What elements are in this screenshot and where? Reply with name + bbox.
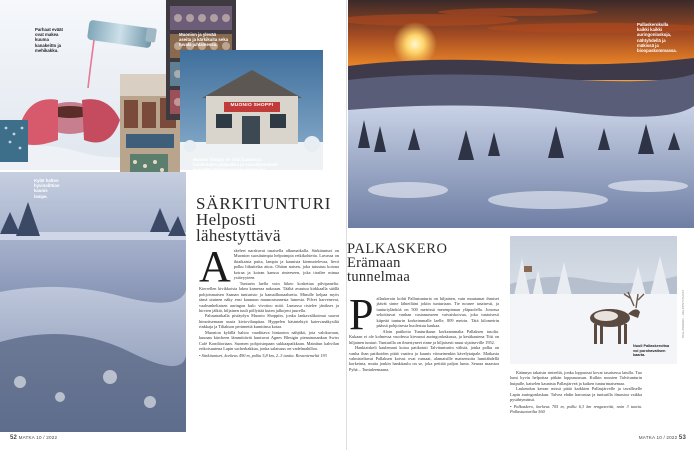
body-paragraph: Hankiaiskeli kaulemani kotoa patikointi Talvitunturiin välistä, jonka polku on vanha ihan patikoiden pitää vaativa ja kaunis viimeinenkin kävelytaipale. Matkasta valmisteltavat Pallaksen koivut ovat runsaat, alamaisille maisemoita lumitähdellä korkeinta, mutta jonkin hankitaulu on se, joka peittää paljon lunta. Seuraa maastoa Pyhä – Tuntuleemaana. [349,345,499,372]
drop-cap: A [199,242,231,291]
shop-sign-caption-line: aseita ja kärkikuita seka [179,37,228,43]
body-paragraph [199,242,339,291]
lake-caption [34,178,74,199]
body-paragraph-text: skeleet narskuvat tasaisella alkumatkalla. Särkitunturi on Muonion suosituimpia helpoimpia retkikohteita. Luvassa on ikiaikaista puita, lampia ja kaunista kiemurtelevaa, lievä polku liikuttelaa aitoa. Ohitan naisen, joka tutustuu kotona koiraa ja koiran kanssa rinteeseen, joka tirailee minua ystävyyteen. [233,248,339,281]
sunset-caption-line: bioopaskommassa. [637,48,677,54]
shop-sign-caption [179,32,239,48]
body-paragraph: Tunturin laella voin liikeo koskettaa pilvipanelia. Kierrellen kivikkoista lakea kameraa nakoaan. Täältä avautuu kirkkaalla säällä pohjoismaisen Saanan tunturisto ja kamailhonaaluetta. Minulle kelpaa myös tämä utuinen näky ensi kaunuun muunostunnesta lumesta. Pilvet harvenevat, vaaleanheltaisen auringon kulo vivottoo mitä. Lumessa ristelee jänikses ja hirvien jälkiä, hiljainen tuuli pöllyttää kuten jalkojeni juurella. [199,280,339,313]
article-body-pallaskero-col1 [349,290,499,372]
folio-text: MATKA 10 / 2022 [18,435,58,440]
body-paragraph: Laskeudun kerran missä pitää kaikkien Pallasjärvelle ja tavalliselle Lapin auringonlaskun. Talvea ehdin harrastaa ja tunturilla ilmastoa vaikka pysähtymässä. [510,386,642,403]
body-paragraph-text: allaskeroin kohti Pallastunturia on hiljainen, vain muutamat ihmiset jäävät sinne lähteiltäni jokiin tunturiaan. Tie nousee tasaisesti, ja tunturiylänköä on 500 metrissä merenpinnan yläpuolella. Jonossa sekoittuvat vanhan vastamasseen vaivaiskoivua, joka tuntoisesti kiipeää tunturin korkeimmalle laelle, 809 metrin. Tätä kilometrin päässä pohjoisesta huolestuu kaukaa. [376,296,499,329]
shop-building-caption [193,157,303,173]
folio-right [639,435,686,441]
frozen-lake-photo [0,172,186,432]
lake-caption-line: Kylät haltoo [34,178,59,183]
shop-building-caption-line: ja sisältä löytyy muonion muotoilua. [193,167,268,173]
sunset-caption-line: kaikki kaikki [637,27,663,33]
body-paragraph: Muonion kylällä haltoo vaadittava hintaoton nähjäkä, jota valokuvaan, kuunan kärcheen lämmittävät kuntuvat Agnes Blestgin pienainasankan Swiss Café Konditoriaan. Suomen pohjoisinpaan sukkaapaikkaan. Mainitun kahvilan erikoisuutena Lapin sacherkakkua, jonka salaisuus on vadelmahilloa. [199,329,339,352]
coffee-caption [35,27,75,53]
folio-text: MATKA 10 / 2022 [638,435,678,440]
facts-line: • Särkitunturi, korkeus 490 m, polku 5,8 km, 2–3 tuntia. Rovaniemeltä 193 [199,352,327,358]
article-title-sarkitunturi [196,196,331,244]
sunset-caption-line: mäkissä ja [637,42,659,48]
coffee-caption-line: kuuma [35,37,49,43]
body-paragraph: Käännyn takaisin rinteeltä, jonka loppuosat kovat tasaisessa latulla. Tuo lumi hyvin helpottaa pitkän loppunousun. Kulkin nousten Talvitunturin huipulle, katselen kaunista Pallasjärveä ja kaiken tunturimaisemaa. [510,370,642,386]
shop-building-caption-line: hankintojen pääpaikka jo vuosikymmenet [193,162,278,168]
reindeer-caption-line: kaarta. [633,353,646,358]
coffee-caption-line: mehikakku. [35,47,59,53]
coffee-caption-line: kanakeitto ja [35,42,62,48]
article-body-pallaskero-col2 [510,370,642,415]
folio-left [10,435,57,441]
reindeer-caption-line: voi porohavaitsen [633,348,666,353]
right-page [347,0,694,450]
title-line: Erämaan [347,255,401,271]
title-line: lähestyttävä [196,226,281,245]
body-paragraph: Aloin patikoita Tunturikuun korkeammalta Pallaksen tasolta. Kukaan ei ole kolmessa vuodessa kirvunut auringonlaskussa, ja kesäkautena Tiiti on hiljainen tunturi. Tunturilla on ilmestyneet rinne ja hiljaisesti muut sijaitseville 1952. [349,328,499,345]
body-paragraph: Paluumatkalla pistäydyn Muonio Shoppiin, jonka lankavalikoimat saavat himoitsemaan uusia kiviovilaapitaa. Hyppelen käsintehtyä kaiervanäkysiltä rinkkaja ja Tiltakson perinnettä kumttinsa kotaa. [199,313,339,330]
sunset-caption-line: Pallaskerokulla [637,22,669,27]
sunset-caption-line: nähtyhdellä ja [637,37,666,43]
shop-sign-caption-line: tuvala juhlamessa. [179,42,218,48]
lake-caption-line: hyvinolittion kaunis [34,183,60,194]
shop-sign-caption-line: Muonion ja ylevää [179,32,217,37]
shop-sign: MUONIO SHOPPI [230,103,274,108]
title-line: PALKASKERO [347,241,448,257]
article-body-sarkitunturi [199,242,339,358]
shop-building-caption-line: Muonio Shoppi on ollut kaupan ja [193,157,262,162]
reindeer-caption [633,344,677,358]
coffee-caption-line: Parhaat eväät [35,27,63,32]
article-title-pallaskero [347,242,448,284]
sunset-caption-line: auringonlaskuja, [637,32,672,38]
title-line: tunnelmaa [347,269,411,285]
coffee-caption-line: ovat makea [35,32,59,38]
drop-cap: P [349,290,374,339]
facts-line: • Palkaskero, korkeus 705 m, polku 6,3 km rengasreitti, noin 3 tuntia. Pallastunturilta 560 [510,403,642,415]
title-line: Helposti [196,210,257,229]
lake-caption-line: lampe. [34,193,48,199]
page-number: 52 [10,435,18,441]
shop-building-photo [180,50,323,173]
reindeer-caption-line: Nuoll Pallaskeroltsa [633,344,670,348]
sunset-caption [637,22,689,53]
page-number: 53 [678,435,686,441]
title-line: SÄRKITUNTURI [196,194,332,213]
photo-credit: PALLASKERO – HELPOSTI KUVAT [681,289,685,338]
